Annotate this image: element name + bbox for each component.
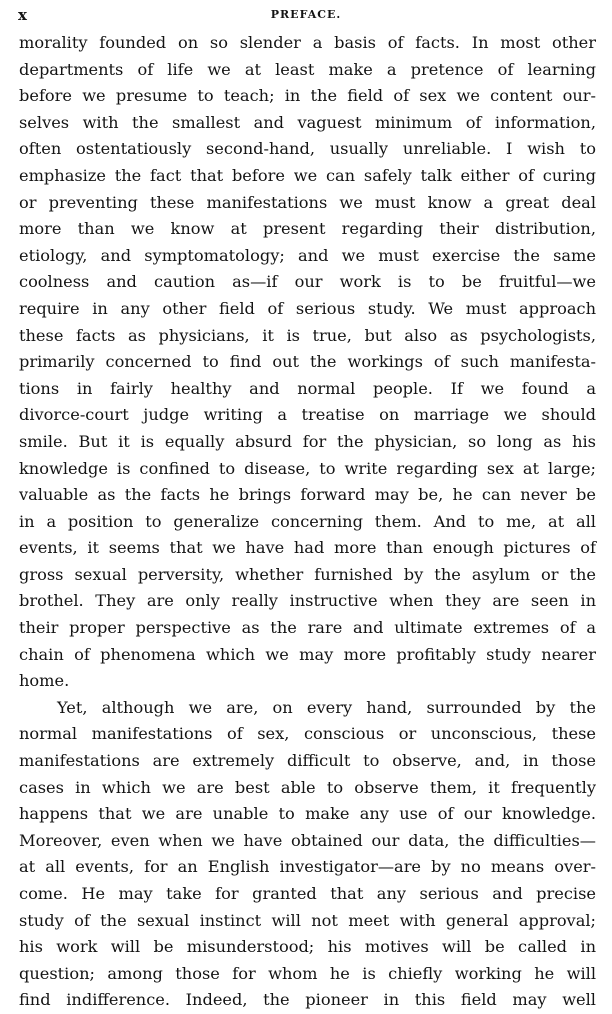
text-line: Moreover, even when we have obtained our data, the difficulties—: [19, 830, 596, 850]
text-line: etiology, and symptomatology; and we must exercise the same: [19, 245, 596, 265]
running-title: PREFACE.: [270, 8, 342, 21]
paragraph-2: [19, 695, 596, 1014]
text-line: morality founded on so slender a basis of facts. In most other: [19, 33, 596, 52]
text-line: cases in which we are best able to observe them, it frequently: [19, 777, 596, 797]
text-line: his work will be misunderstood; his motives will be called in: [19, 937, 596, 957]
text-line: selves with the smallest and vaguest minimum of information,: [19, 112, 596, 132]
paragraph-1: [19, 30, 596, 695]
text-line: chain of phenomena which we may more profitably study nearer: [19, 644, 596, 664]
text-line: often ostentatiously second-hand, usually unreliable. I wish to: [19, 139, 596, 159]
text-line: find indifference. Indeed, the pioneer in this field may well: [19, 990, 596, 1010]
running-head: [0, 6, 612, 26]
text-line: normal manifestations of sex, conscious or unconscious, these: [19, 724, 596, 744]
text-line: in a position to generalize concerning them. And to me, at all: [19, 511, 596, 531]
text-line: coolness and caution as—if our work is to be fruitful—we: [19, 272, 596, 292]
text-line: primarily concerned to find out the workings of such manifesta-: [19, 352, 596, 372]
text-line: or preventing these manifestations we must know a great deal: [19, 192, 596, 212]
text-line: brothel. They are only really instructive when they are seen in: [19, 591, 596, 611]
text-line: valuable as the facts he brings forward may be, he can never be: [19, 485, 596, 505]
text-line: gross sexual perversity, whether furnished by the asylum or the: [19, 564, 596, 584]
text-line: divorce-court judge writing a treatise on marriage we should: [19, 405, 596, 425]
text-line: question; among those for whom he is chiefly working he will: [19, 963, 596, 983]
text-line: events, it seems that we have had more than enough pictures of: [19, 538, 596, 558]
text-line: tions in fairly healthy and normal people. If we found a: [19, 378, 596, 398]
text-line: at all events, for an English investigator—are by no means over-: [19, 857, 596, 877]
text-line: these facts as physicians, it is true, but also as psychologists,: [19, 325, 596, 345]
text-line: departments of life we at least make a pretence of learning: [19, 59, 596, 79]
text-line: Yet, although we are, on every hand, surrounded by the: [57, 697, 596, 717]
text-line: happens that we are unable to make any use of our knowledge.: [19, 804, 596, 824]
text-line: knowledge is confined to disease, to write regarding sex at large;: [19, 458, 596, 478]
text-line: emphasize the fact that before we can safely talk either of curing: [19, 165, 596, 185]
text-line: study of the sexual instinct will not meet with general approval;: [19, 910, 596, 930]
body-text: [19, 30, 596, 1014]
text-line: manifestations are extremely difficult to observe, and, in those: [19, 751, 596, 771]
text-line: home.: [19, 671, 70, 691]
text-line: smile. But it is equally absurd for the physician, so long as his: [19, 431, 596, 451]
text-line: more than we know at present regarding their distribution,: [19, 219, 596, 239]
page-number: x: [18, 6, 28, 24]
text-line: come. He may take for granted that any serious and precise: [19, 884, 596, 903]
text-line: their proper perspective as the rare and ultimate extremes of a: [19, 618, 596, 638]
text-line: before we presume to teach; in the field of sex we content our-: [19, 86, 596, 106]
text-line: require in any other field of serious study. We must approach: [19, 298, 596, 318]
